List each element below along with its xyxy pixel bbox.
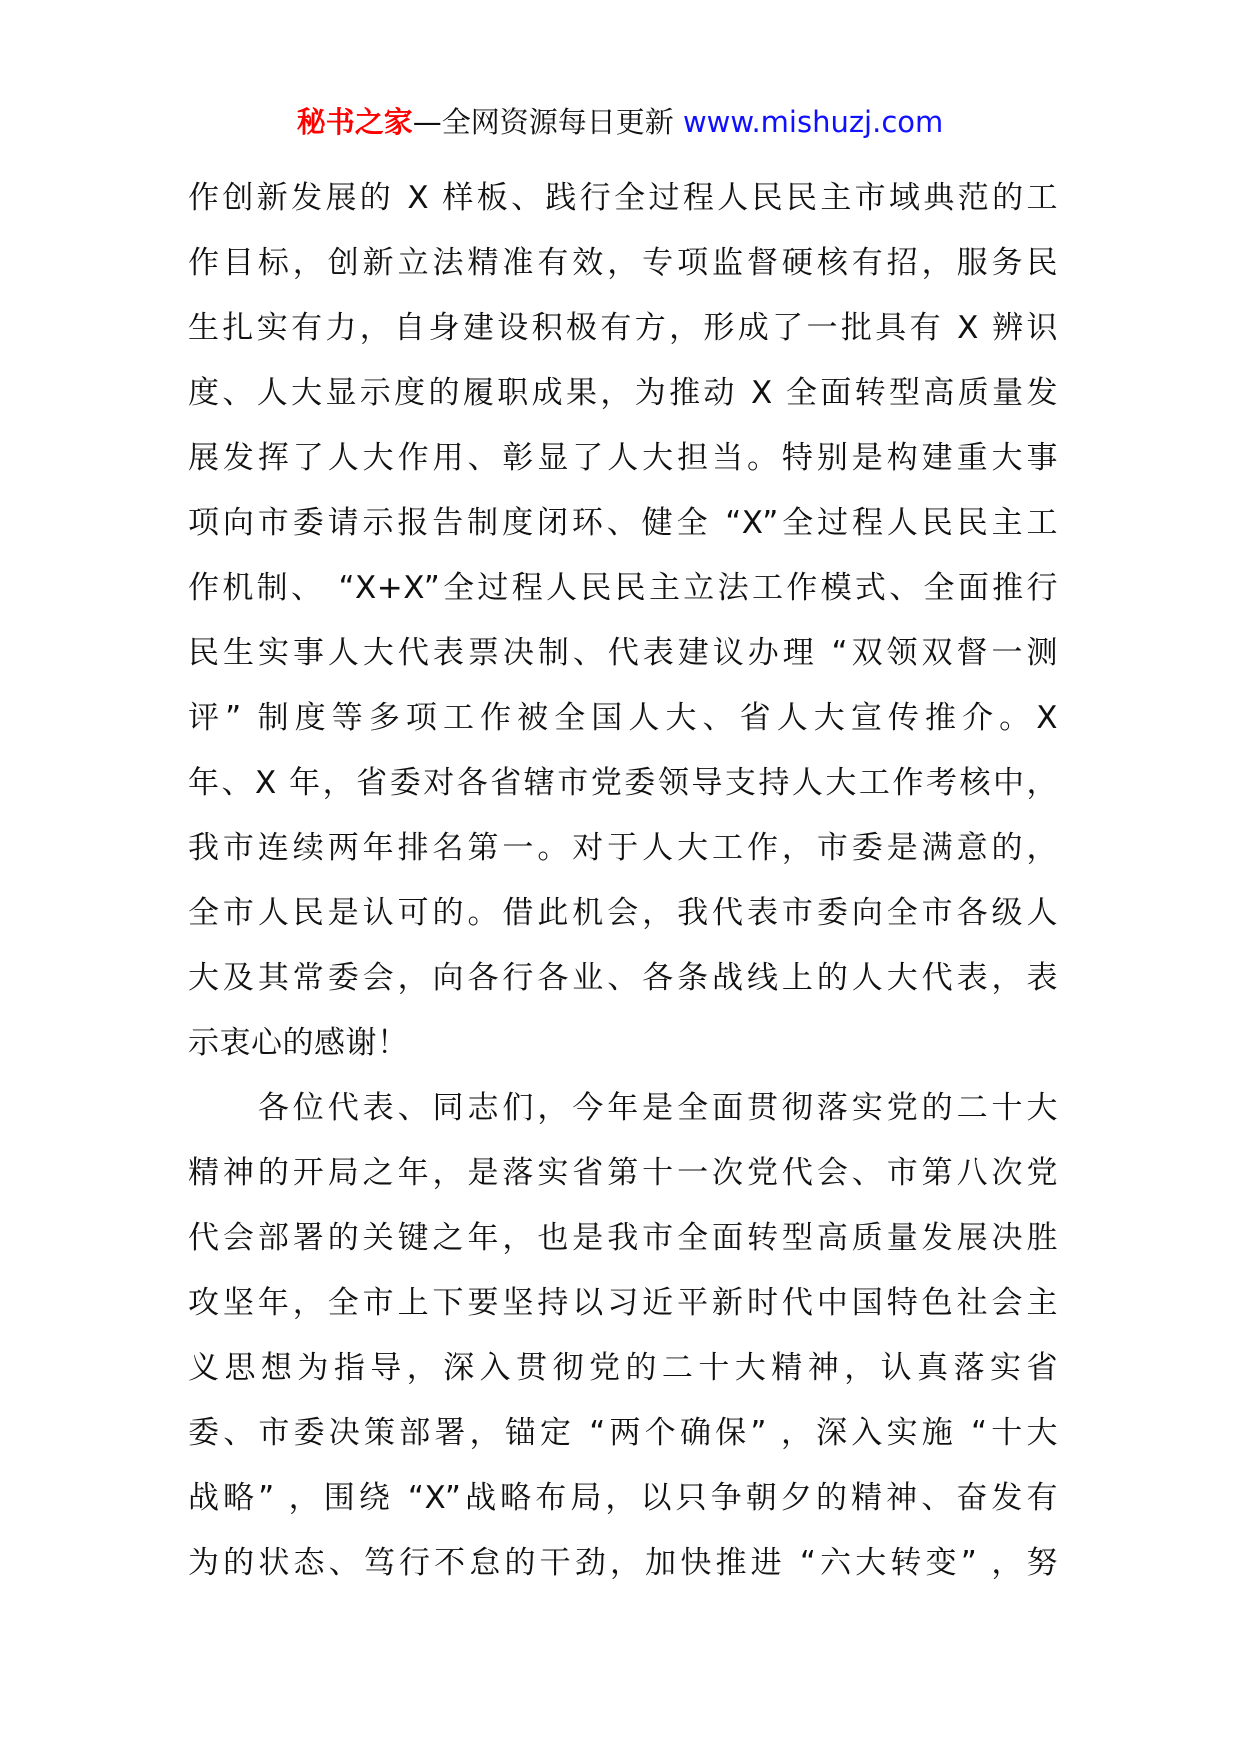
document-body [188,166,1058,1596]
text-line: 委、市委决策部署，锚定 “两个确保” ，深入实施 “十大 [188,1415,1058,1451]
page-header [0,100,1240,144]
text-line: 大及其常委会，向各行各业、各条战线上的人大代表，表 [188,960,1058,996]
text-line: 度、人大显示度的履职成果，为推动 X 全面转型高质量发 [188,375,1058,411]
text-line: 示衷心的感谢！ [188,1025,409,1061]
text-line: 攻坚年，全市上下要坚持以习近平新时代中国特色社会主 [188,1285,1058,1321]
text-line: 评” 制度等多项工作被全国人大、省人大宣传推介。X [188,700,1058,736]
text-line: 民生实事人大代表票决制、代表建议办理 “双领双督一测 [188,635,1058,671]
text-line: 各位代表、同志们，今年是全面贯彻落实党的二十大 [188,1090,1058,1126]
text-line: 我市连续两年排名第一。对于人大工作，市委是满意的， [188,830,1058,866]
text-line: 义思想为指导，深入贯彻党的二十大精神，认真落实省 [188,1350,1058,1386]
text-line: 生扎实有力，自身建设积极有方，形成了一批具有 X 辨识 [188,310,1058,346]
text-line: 作目标，创新立法精准有效，专项监督硬核有招，服务民 [188,245,1058,281]
text-line: 为的状态、笃行不怠的干劲，加快推进 “六大转变” ，努 [188,1545,1058,1581]
paragraph-1 [188,166,1058,1076]
site-url-link[interactable]: www.mishuzj.com [682,105,944,139]
text-line: 全市人民是认可的。借此机会，我代表市委向全市各级人 [188,895,1058,931]
header-tagline: —全网资源每日更新 [412,105,674,139]
text-line: 作机制、 “X+X”全过程人民民主立法工作模式、全面推行 [188,570,1058,606]
text-line: 展发挥了人大作用、彰显了人大担当。特别是构建重大事 [188,440,1058,476]
text-line: 精神的开局之年，是落实省第十一次党代会、市第八次党 [188,1155,1058,1191]
text-line: 项向市委请示报告制度闭环、健全 “X”全过程人民民主工 [188,505,1058,541]
text-line: 年、X 年，省委对各省辖市党委领导支持人大工作考核中， [188,765,1058,801]
text-line: 作创新发展的 X 样板、践行全过程人民民主市域典范的工 [188,180,1058,216]
brand-name: 秘书之家 [296,105,413,139]
paragraph-2 [188,1076,1058,1596]
text-line: 战略” ，围绕 “X”战略布局，以只争朝夕的精神、奋发有 [188,1480,1058,1516]
text-line: 代会部署的关键之年，也是我市全面转型高质量发展决胜 [188,1220,1058,1256]
